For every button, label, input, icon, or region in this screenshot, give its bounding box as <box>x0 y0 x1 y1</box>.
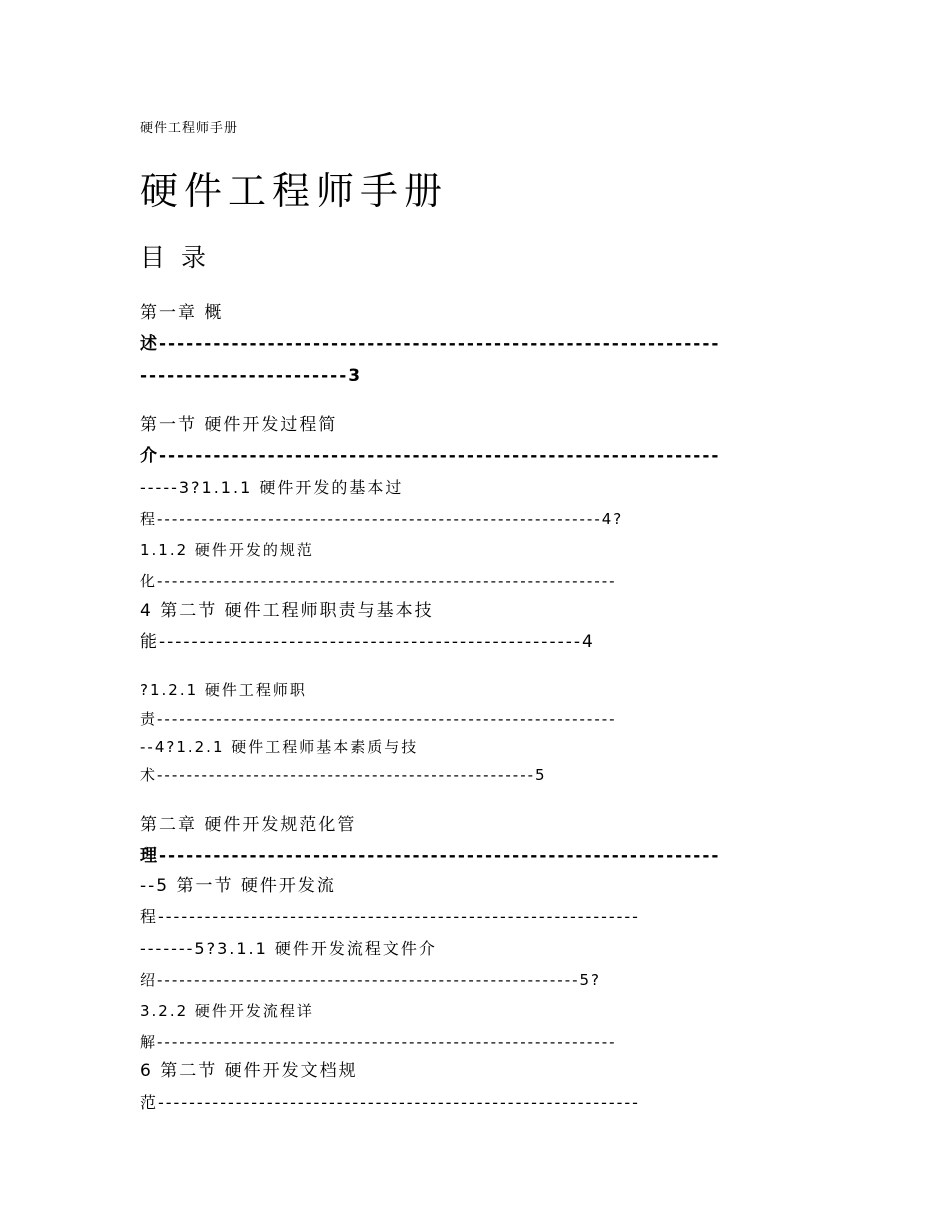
toc-line: 3.2.2 硬件开发流程详 <box>140 1002 314 1020</box>
toc-line: --5 第一节 硬件开发流 <box>140 876 336 896</box>
toc-line: 第二章 硬件开发规范化管 <box>140 815 357 835</box>
toc-line: 能----------------------------------------------------4 <box>140 632 595 652</box>
toc-line: 第一章 概 <box>140 303 224 323</box>
toc-line: 化-------------------------------------------------------------- <box>140 572 617 590</box>
toc-line: 程------------------------------------------------------------4? <box>140 510 624 528</box>
toc-line: 绍---------------------------------------------------------5? <box>140 971 602 989</box>
toc-heading: 目 录 <box>140 243 210 272</box>
running-header: 硬件工程师手册 <box>140 121 239 136</box>
toc-line: ?1.2.1 硬件工程师职 <box>140 681 307 699</box>
toc-line: 1.1.2 硬件开发的规范 <box>140 541 314 559</box>
toc-line: 责-------------------------------------------------------------- <box>140 710 617 728</box>
toc-line: 程-------------------------------------------------------------- <box>140 907 640 926</box>
toc-line: --4?1.2.1 硬件工程师基本素质与技 <box>140 738 419 756</box>
toc-line: 范-------------------------------------------------------------- <box>140 1093 640 1112</box>
toc-line: 第一节 硬件开发过程简 <box>140 415 338 435</box>
toc-line: 述-------------------------------------------------------------- <box>140 334 721 354</box>
toc-line: -----------------------3 <box>140 366 363 386</box>
document-title: 硬件工程师手册 <box>140 169 449 213</box>
toc-line: 术---------------------------------------------------5 <box>140 766 547 784</box>
toc-line: 介-------------------------------------------------------------- <box>140 446 721 466</box>
toc-line: 理-------------------------------------------------------------- <box>140 846 721 866</box>
toc-line: -------5?3.1.1 硬件开发流程文件介 <box>140 939 437 958</box>
toc-line: 4 第二节 硬件工程师职责与基本技 <box>140 601 434 621</box>
toc-line: -----3?1.1.1 硬件开发的基本过 <box>140 478 404 497</box>
toc-line: 6 第二节 硬件开发文档规 <box>140 1061 358 1081</box>
toc-line: 解-------------------------------------------------------------- <box>140 1033 617 1051</box>
